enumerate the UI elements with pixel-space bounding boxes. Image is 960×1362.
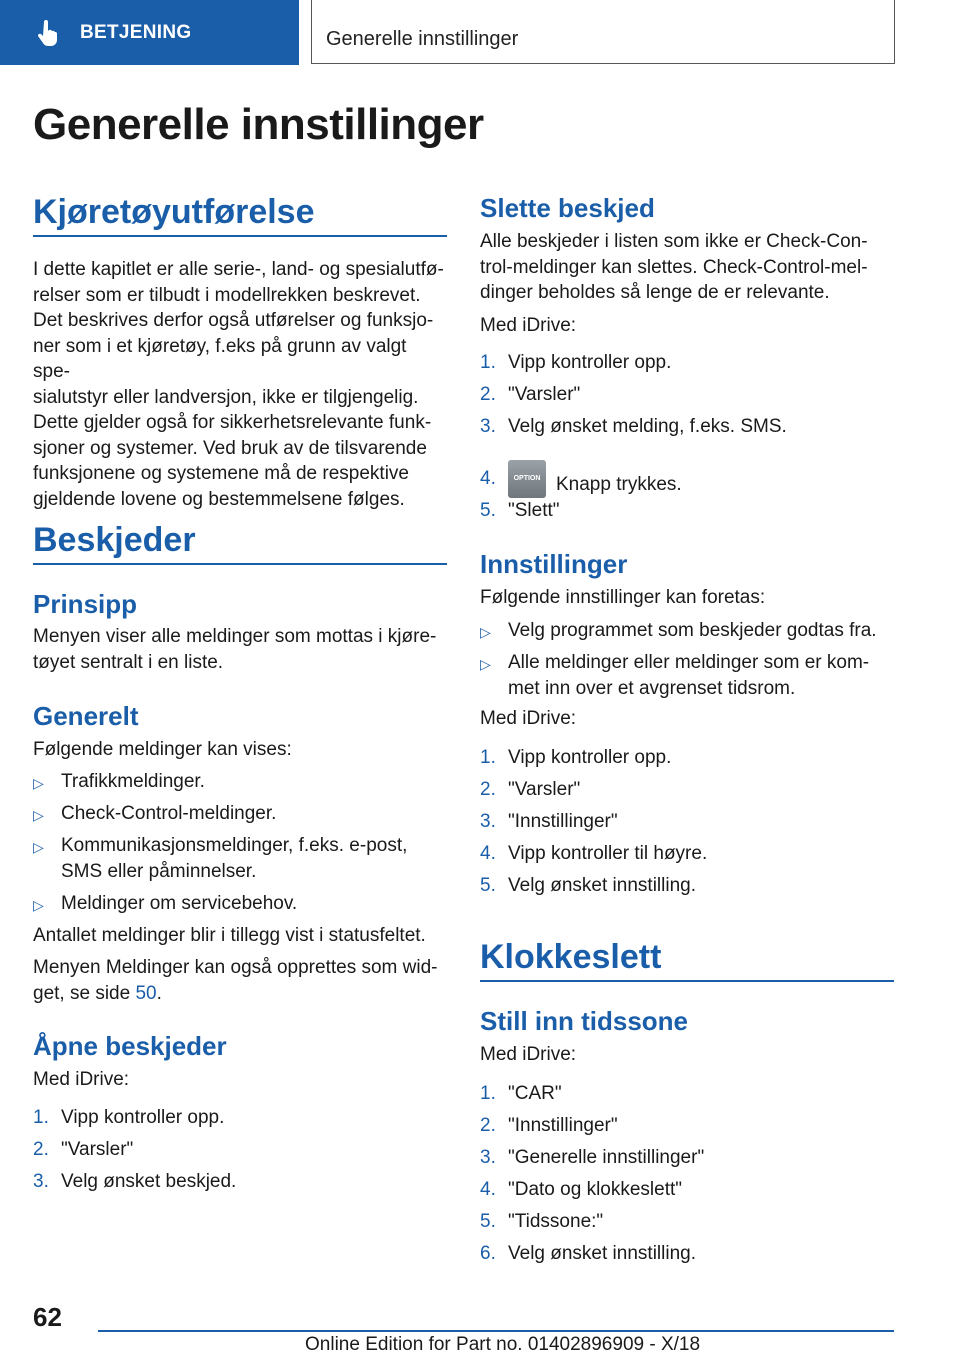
heading-klokkeslett: Klokkeslett — [480, 938, 662, 976]
heading-generelt: Generelt — [33, 701, 139, 731]
generelt-widget-text: Menyen Meldinger kan også opprettes som wid- get, se side 50. — [33, 957, 438, 1004]
heading-rule — [480, 980, 894, 982]
heading-slette-beskjed: Slette beskjed — [480, 193, 655, 223]
list-item: ▷ Meldinger om servicebehov. — [33, 891, 297, 919]
kjoretoy-paragraph: I dette kapitlet er alle serie-, land- og spesialutfø- relser som er tilbudt i modellrekken beskrevet. Det beskrives derfor også utførelser og funksjo- ner som i et kjøretøy, f.eks på grunn av valgt spe- sialutstyr eller landversjon, ikke er tilgjengelig. Dette gjelder også for sikkerhetsrelevante funk- sjoner og systemer. Ved bruk av de tilsvarende funksjonene og systemene må de respektive gjeldende lovene og bestemmelsene følges. — [33, 259, 444, 510]
chapter-tab[interactable] — [0, 0, 299, 65]
slette-intro: Med iDrive: — [480, 315, 577, 336]
heading-apne-beskjeder: Åpne beskjeder — [33, 1031, 227, 1061]
step-item: 4. "Dato og klokkeslett" — [480, 1179, 683, 1200]
bullet-triangle-icon: ▷ — [33, 839, 44, 855]
bullet-triangle-icon: ▷ — [480, 656, 491, 672]
step-item: 5. "Slett" — [480, 500, 560, 521]
generelt-intro: Følgende meldinger kan vises: — [33, 739, 292, 760]
heading-still-inn-tidssone: Still inn tidssone — [480, 1006, 689, 1036]
option-button-icon: OPTION — [508, 460, 546, 498]
bullet-triangle-icon: ▷ — [480, 624, 491, 640]
step-item: 5. "Tidssone:" — [480, 1211, 604, 1232]
heading-rule — [33, 563, 447, 565]
section-header — [311, 0, 895, 64]
list-item: ▷ Check-Control-meldinger. — [33, 801, 276, 829]
step-item: 1. "CAR" — [480, 1083, 562, 1104]
step-item: 2. "Varsler" — [480, 779, 581, 800]
step-item: 3. Velg ønsket melding, f.eks. SMS. — [480, 416, 787, 437]
heading-innstillinger: Innstillinger — [480, 549, 628, 579]
heading-rule — [33, 235, 447, 237]
page-number: 62 — [33, 1302, 62, 1332]
innst-intro2: Med iDrive: — [480, 708, 577, 729]
heading-kjoretoyutforelse: Kjøretøyutførelse — [33, 193, 315, 231]
step-item: 1. Vipp kontroller opp. — [480, 747, 672, 768]
footer-rule — [98, 1330, 894, 1332]
apne-intro: Med iDrive: — [33, 1069, 130, 1090]
page-link[interactable]: 50 — [135, 982, 157, 1004]
tidssone-intro: Med iDrive: — [480, 1044, 577, 1065]
list-item: ▷ Kommunikasjonsmeldinger, f.eks. e-post, SMS eller påminnelser. — [33, 833, 407, 884]
step-item: 2. "Innstillinger" — [480, 1115, 618, 1136]
step-item: 1. Vipp kontroller opp. — [480, 352, 672, 373]
innst-intro: Følgende innstillinger kan foretas: — [480, 587, 766, 608]
step-item: 3. "Generelle innstillinger" — [480, 1147, 705, 1168]
heading-beskjeder: Beskjeder — [33, 521, 196, 559]
list-item: ▷ Trafikkmeldinger. — [33, 769, 205, 797]
bullet-triangle-icon: ▷ — [33, 775, 44, 791]
hand-pointer-icon — [36, 20, 60, 46]
step-item: 2. "Varsler" — [480, 384, 581, 405]
list-item: ▷ Velg programmet som beskjeder godtas fra. — [480, 618, 877, 646]
section-label: Generelle innstillinger — [326, 28, 519, 50]
generelt-statusfelt-text: Antallet meldinger blir i tillegg vist i statusfeltet. — [33, 925, 426, 946]
chapter-label: BETJENING — [80, 21, 192, 43]
step-item: 5. Velg ønsket innstilling. — [480, 875, 696, 896]
heading-prinsipp: Prinsipp — [33, 589, 138, 619]
bullet-triangle-icon: ▷ — [33, 807, 44, 823]
step-item: 4. Vipp kontroller til høyre. — [480, 843, 708, 864]
step-item: 2. "Varsler" — [33, 1139, 134, 1160]
list-item: ▷ Alle meldinger eller meldinger som er kom- met inn over et avgrenset tidsrom. — [480, 650, 869, 701]
step-item: 6. Velg ønsket innstilling. — [480, 1243, 696, 1264]
step-item: 1. Vipp kontroller opp. — [33, 1107, 225, 1128]
bullet-triangle-icon: ▷ — [33, 897, 44, 913]
prinsipp-paragraph: Menyen viser alle meldinger som mottas i kjøre- tøyet sentralt i en liste. — [33, 626, 437, 673]
page-title: Generelle innstillinger — [33, 100, 484, 149]
step-item: 4. OPTION Knapp trykkes. — [480, 466, 682, 504]
footer-edition: Online Edition for Part no. 01402896909 - X/18 — [305, 1334, 701, 1355]
step-item: 3. Velg ønsket beskjed. — [33, 1171, 237, 1192]
slette-paragraph: Alle beskjeder i listen som ikke er Check-Con- trol-meldinger kan slettes. Check-Control-mel- dinger beholdes så lenge de er relevante. — [480, 231, 868, 303]
step-item: 3. "Innstillinger" — [480, 811, 618, 832]
